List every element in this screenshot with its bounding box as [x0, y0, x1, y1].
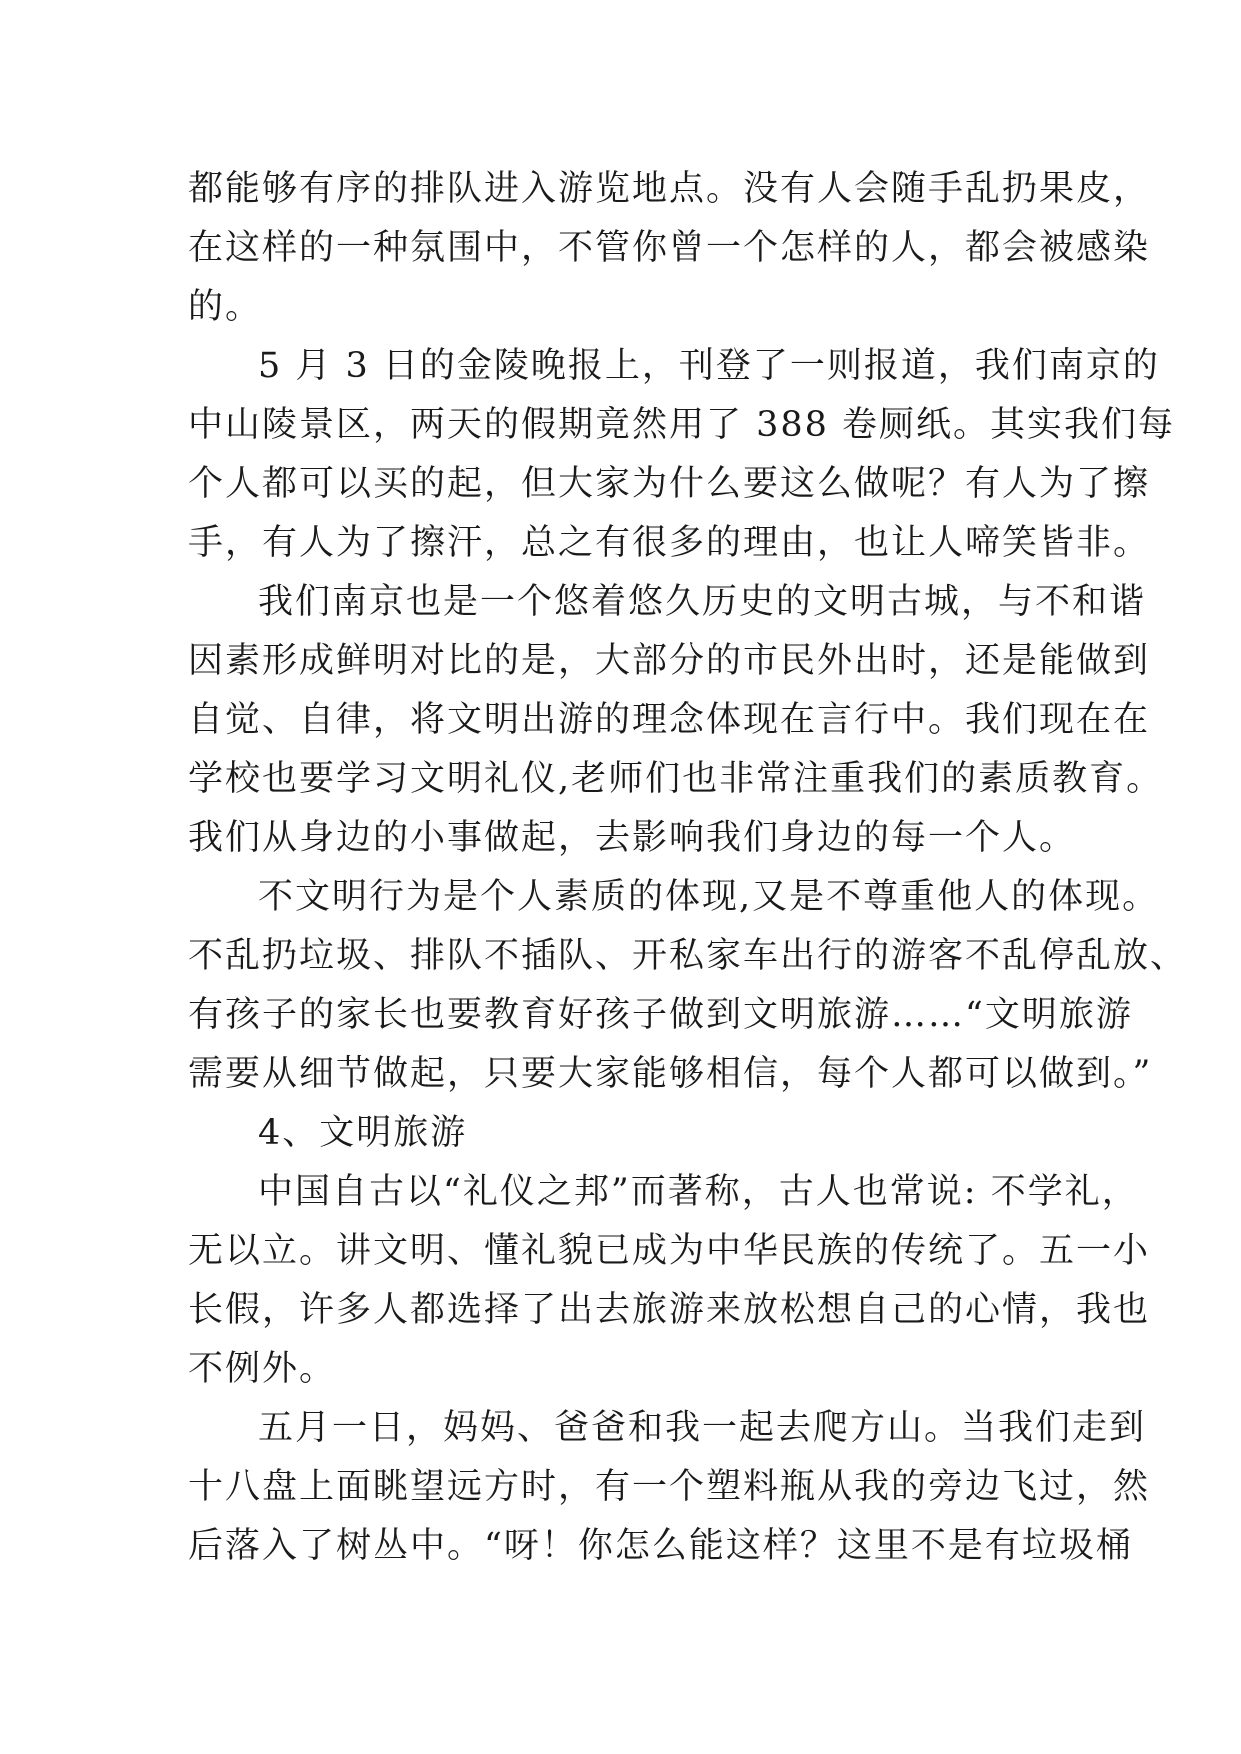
text-line: 手，有人为了擦汗，总之有很多的理由，也让人啼笑皆非。 — [188, 523, 1151, 563]
text-line: 不例外。 — [188, 1349, 337, 1389]
paragraph — [188, 868, 1188, 1104]
text-line: 后落入了树丛中。“呀！你怎么能这样？这里不是有垃圾桶 — [188, 1526, 1133, 1566]
text-line: 中山陵景区，两天的假期竟然用了 388 卷厕纸。其实我们每 — [188, 405, 1176, 445]
paragraph — [188, 1163, 1151, 1399]
paragraph — [188, 1399, 1151, 1576]
document-page — [188, 160, 1188, 1576]
text-line: 自觉、自律，将文明出游的理念体现在言行中。我们现在在 — [188, 700, 1151, 740]
text-line: 有孩子的家长也要教育好孩子做到文明旅游……“文明旅游 — [188, 995, 1133, 1035]
text-line: 五月一日，妈妈、爸爸和我一起去爬方山。当我们走到 — [258, 1408, 1147, 1448]
text-line: 我们从身边的小事做起，去影响我们身边的每一个人。 — [188, 818, 1077, 858]
text-line: 因素形成鲜明对比的是，大部分的市民外出时，还是能做到 — [188, 641, 1151, 681]
paragraph — [188, 573, 1164, 868]
text-line: 的。 — [188, 287, 263, 327]
text-line: 无以立。讲文明、懂礼貌已成为中华民族的传统了。五一小 — [188, 1231, 1151, 1271]
section-heading — [188, 1104, 1068, 1163]
text-line: 需要从细节做起，只要大家能够相信，每个人都可以做到。” — [188, 1054, 1153, 1094]
paragraph — [188, 337, 1176, 573]
text-line: 不文明行为是个人素质的体现,又是不尊重他人的体现。 — [258, 877, 1160, 917]
text-line: 5 月 3 日的金陵晚报上，刊登了一则报道，我们南京的 — [258, 346, 1160, 386]
text-line: 中国自古以“礼仪之邦”而著称，古人也常说: 不学礼， — [258, 1172, 1139, 1212]
text-line: 学校也要学习文明礼仪,老师们也非常注重我们的素质教育。 — [188, 759, 1164, 799]
text-line: 在这样的一种氛围中，不管你曾一个怎样的人，都会被感染 — [188, 228, 1151, 268]
text-line: 个人都可以买的起，但大家为什么要这么做呢？有人为了擦 — [188, 464, 1151, 504]
heading-text: 4、文明旅游 — [258, 1113, 468, 1153]
text-line: 我们南京也是一个悠着悠久历史的文明古城，与不和谐 — [258, 582, 1147, 622]
text-line: 不乱扔垃圾、排队不插队、开私家车出行的游客不乱停乱放、 — [188, 936, 1188, 976]
paragraph — [188, 160, 1151, 337]
text-line: 十八盘上面眺望远方时，有一个塑料瓶从我的旁边飞过，然 — [188, 1467, 1151, 1507]
text-line: 都能够有序的排队进入游览地点。没有人会随手乱扔果皮， — [188, 169, 1151, 209]
text-line: 长假，许多人都选择了出去旅游来放松想自己的心情，我也 — [188, 1290, 1151, 1330]
